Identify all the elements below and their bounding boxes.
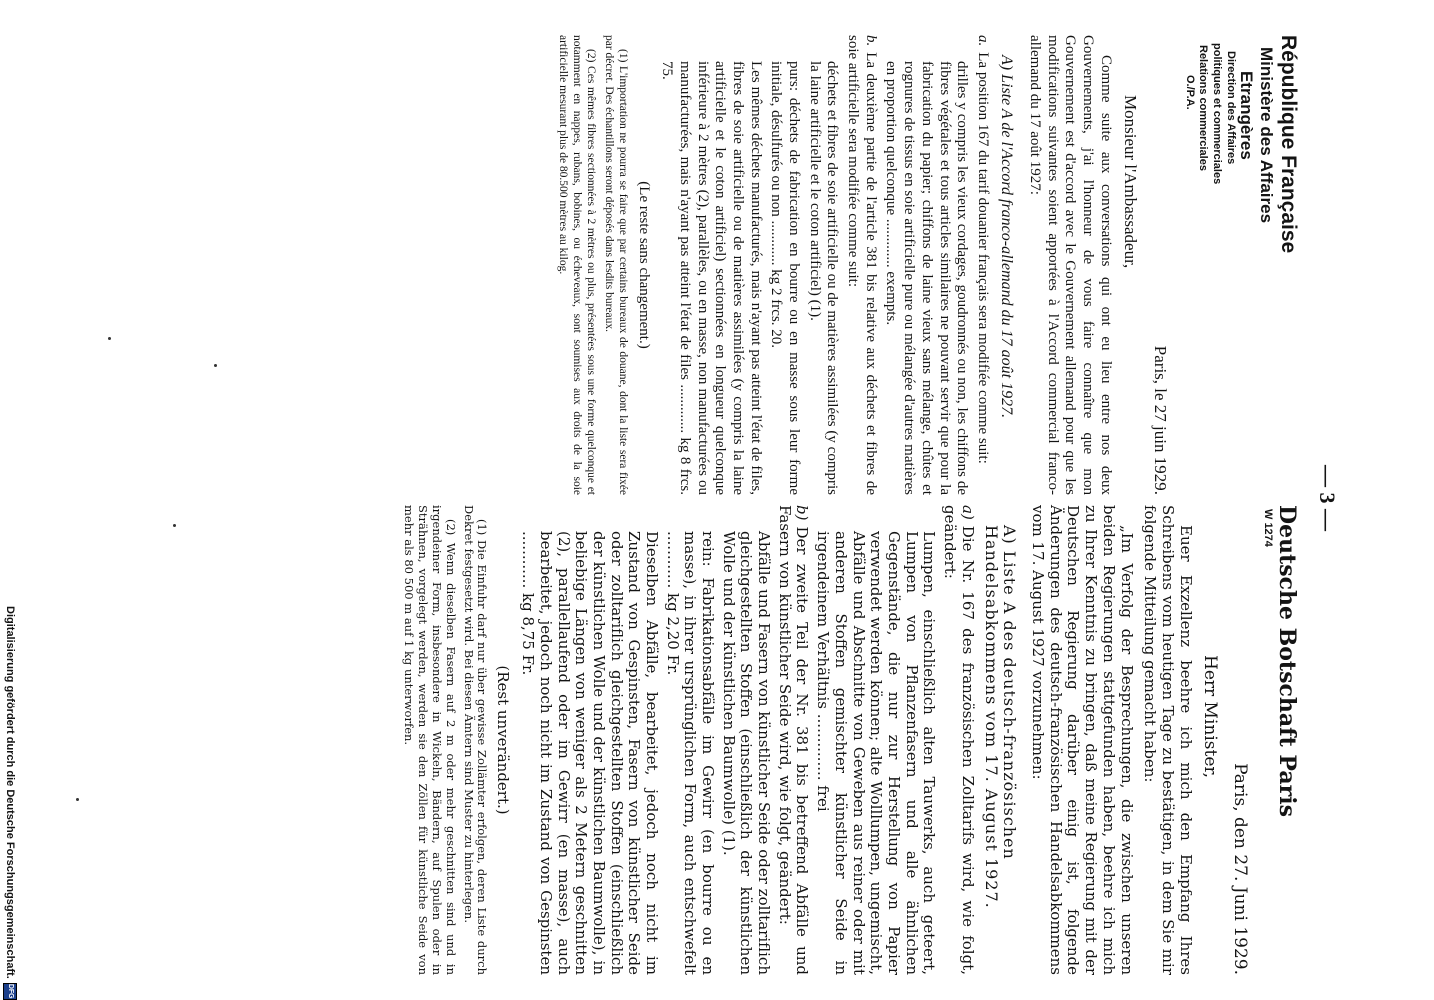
- french-reference: O./P.A.: [1183, 75, 1196, 110]
- french-section-a-title: A) Liste A de l'Accord franco-allemand du 17 août 1927.: [998, 55, 1016, 419]
- french-header-title: République Française: [1277, 35, 1300, 254]
- french-rest-unchanged: (Le reste sans changement.): [635, 181, 652, 349]
- french-item-a-intro: La position 167 du tarif douanier français sera modifiée comme suit:: [974, 52, 991, 464]
- french-item-a-text: drilles y compris les vieux cordages, goudronnés ou non, les chiffons de fibres végétales et tous articles similaires ne pouvant servir que pour la fabrication du papier; chiffons de laine vieux sans mélange, chûtes et rognures de tissus en soie artificielle pure ou mélangée d'autres matières en proportion quelconque ............. exempts.: [883, 61, 971, 495]
- scan-speck: [76, 798, 79, 801]
- digitization-credit: [2, 606, 22, 999]
- french-note-1: (1) L'importation ne pourra se faire que par certains bureaux de douane, dont la liste sera fixée par décret. Des échantillons seront déposés dans lesdits bureaux.: [602, 35, 629, 495]
- french-purs-text: purs: déchets de fabrication en bourre ou en masse sous leur forme initiale, désulfurés ou non ............ kg 2 frcs. 20.: [768, 61, 803, 495]
- german-header-title: Deutsche Botschaft Paris: [1274, 505, 1300, 817]
- german-item-b: [775, 505, 810, 975]
- german-item-a: [940, 505, 975, 975]
- french-salutation: Monsieur l'Ambassadeur,: [1120, 95, 1140, 269]
- direction-line3: Relations commerciales: [1197, 45, 1210, 171]
- french-item-b-label: b.: [862, 35, 879, 47]
- german-reference: W 1274: [1261, 509, 1274, 547]
- german-item-b-label: b): [793, 505, 812, 521]
- french-dateline: Paris, le 27 juin 1929.: [1150, 345, 1170, 495]
- german-note-2: (2) Wenn dieselben Fasern auf 2 m oder mehr geschnitten sind und in irgendeiner Form, insbesondere in Wickeln, Bändern, auf Spulen oder in Strähnen, vorgelegt werden, werden sie den Zöllen für künstliche Seide von mehr als 80 500 m auf 1 kg unterworfen.: [402, 505, 458, 975]
- german-column: [150, 505, 1300, 975]
- german-item-a-label: a): [958, 505, 977, 520]
- french-item-b-intro: La deuxième partie de l'article 381 bis relative aux déchets et fibres de soie artificielle sera modifiée comme suit:: [845, 35, 879, 495]
- ministry-line1: Ministère des Affaires: [1256, 47, 1276, 224]
- german-note-1: (1) Die Einfuhr darf nur über gewisse Zollämter erfolgen, deren Liste durch Dekret festgesetzt wird. Bei diesen Ämtern sind Muster zu hinterlegen.: [461, 505, 490, 975]
- german-item-b-text: Abfälle und Fasern von künstlicher Seide oder zolltariflich gleichgestellten Stoffen (einschließlich der künstlichen Wolle und der künstlichen Baumwolle) (1).: [719, 531, 774, 975]
- rotated-page: [150, 35, 1340, 975]
- scan-speck: [173, 524, 176, 527]
- french-memes-text: Les mêmes déchets manufacturés, mais n'ayant pas atteint l'état de files, fibres de soie artificielle ou de matières assimilées (y compris la laine artificielle et le coton artificiel) sectionnées en longueur quelconque inférieure à 2 mètres (2), parallèles, ou en masse, non manufacturées ou manufacturées, mais n'ayant pas atteint l'état de files ............. kg 8 frcs. 75.: [659, 61, 764, 495]
- german-item-a-intro: Die Nr. 167 des französischen Zolltarifs wird, wie folgt, geändert:: [940, 505, 977, 975]
- scan-speck: [214, 364, 217, 367]
- page-number: — 3 —: [1315, 465, 1340, 531]
- french-item-b: [843, 35, 878, 495]
- german-dateline: Paris, den 27. Juni 1929.: [1229, 763, 1250, 975]
- dfg-logo-icon: DFG: [3, 983, 17, 1000]
- german-section-a-title: A) Liste A des deutsch-französischen Handelsabkommens vom 17. August 1927.: [982, 525, 1020, 909]
- german-rein-text: rein: Fabrikationsabfälle im Gewirr (en bourre ou en masse), in ihrer ursprünglichen Form, auch entschwefelt ............ kg 2,20 Fr.: [663, 531, 718, 975]
- direction-line1: Direction des Affaires: [1224, 51, 1237, 165]
- german-intro: Euer Exzellenz beehre ich mich den Empfang Ihres Schreibens vom heutigen Tage zu bestätigen, in dem Sie mir folgende Mitteilung gemacht haben:: [1141, 505, 1195, 975]
- german-rest-unchanged: (Rest unverändert.): [494, 665, 513, 815]
- scan-speck: [108, 337, 111, 340]
- ministry-line2: Etrangères: [1237, 71, 1257, 160]
- german-quote: „Im Verfolg der Besprechungen, die zwischen unseren beiden Regierungen stattgefunden haben, beehre ich mich zu Ihrer Kenntnis zu bringen, daß meine Regierung mit der Deutschen Regierung darüber einig ist, folgende Änderungen des deutsch-französischen Handelsabkommens vom 17. August 1927 vorzunehmen:: [1029, 505, 1136, 975]
- german-salutation: Herr Minister,: [1199, 655, 1220, 779]
- german-item-b-intro: Der zweite Teil der Nr. 381 bis betreffend Abfälle und Fasern von künstlicher Seide wird, wie folgt, geändert:: [775, 505, 812, 975]
- digitization-credit-text: Digitalisierung gefördert durch die Deutsche Forschungsgemeinschaft.: [4, 606, 16, 979]
- french-item-a: [973, 35, 991, 495]
- french-intro: Comme suite aux conversations qui ont eu lieu entre nos deux Gouvernements, j'ai l'honneur de vous faire connaître que mon Gouvernement est d'accord avec le Gouvernement allemand pour que les modifications suivantes soient apportées à l'Accord commercial franco-allemand du 17 août 1927:: [1027, 35, 1114, 495]
- direction-line2: politiques et commerciales: [1211, 43, 1224, 185]
- german-item-a-text: Lumpen, einschließlich alten Tauwerks, auch geteert, Lumpen von Pflanzenfasern und alle ähnlichen Gegenstände, die nur zur Herstellung von Papier verwendet werden können; alte Wolllumpen, ungemischt, Abfälle und Abschnitte von Geweben aus reiner oder mit anderen Stoffen gemischter künstlicher Seide in irgendeinem Verhältnis .............. frei: [814, 531, 939, 975]
- french-note-2: (2) Ces mêmes fibres sectionnées à 2 mètres ou plus, présentées sous une forme quelconque et notamment en nappes, rubans, bobines, ou écheveaux, sont soumises aux droits de la soie artificielle mesurant plus de 80.500 mètres au kilog.: [557, 35, 597, 495]
- french-column: [150, 35, 1300, 495]
- german-dieselben-text: Dieselben Abfälle, bearbeitet, jedoch noch nicht im Zustand von Gespinsten, Fasern von künstlicher Seide oder zolltariflich gleichgestellten Stoffen (einschließlich der künstlichen Wolle und der künstlichen Baumwolle), in beliebige Längen von weniger als 2 Metern geschnitten (2), parallellaufend oder im Gewirr (en masse), auch bearbeitet, jedoch noch nicht im Zustand von Gespinsten ............ kg 8,75 Fr.: [519, 531, 661, 975]
- french-item-b-text: déchets et fibres de soie artificielle ou de matières assimilées (y compris la laine artificielle et le coton artificiel) (1).: [806, 61, 841, 495]
- french-item-a-label: a.: [974, 35, 991, 47]
